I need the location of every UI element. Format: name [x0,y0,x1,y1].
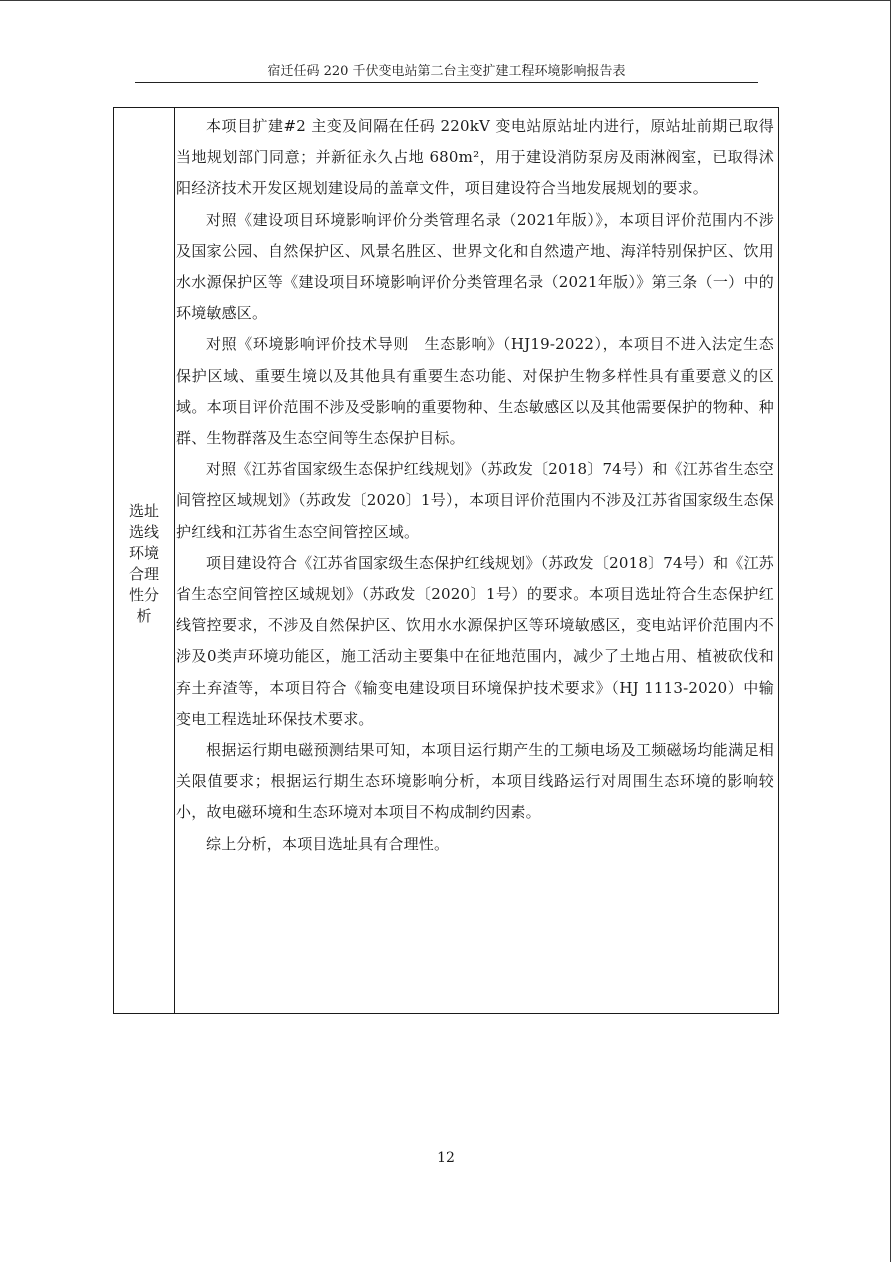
paragraph-compliance: 项目建设符合《江苏省国家级生态保护红线规划》（苏政发〔2018〕74号）和《江苏省生态空间管控区域规划》（苏政发〔2020〕1号）的要求。本项目选址符合生态保护红线管控要求，不涉及自然保护区、饮用水水源保护区等环境敏感区，变电站评价范围内不涉及0类声环境功能区，施工活动主要集中在征地范围内，减少了土地占用、植被砍伐和弃土弃渣等，本项目符合《输变电建设项目环境保护技术要求》（HJ 1113-2020）中输变电工程选址环保技术要求。 [176,553,774,728]
page-number: 12 [437,1150,455,1166]
paragraph-ecological-guideline: 对照《环境影响评价技术导则 生态影响》（HJ19-2022），本项目不进入法定生态保护区域、重要生境以及其他具有重要生态功能、对保护生物多样性具有重要意义的区域。本项目评价范围不涉及受影响的重要物种、生态敏感区以及其他需要保护的物种、种群、生物群落及生态空间等生态保护目标。 [176,335,774,448]
report-table [113,107,779,1014]
paragraph-classification-catalog: 对照《建设项目环境影响评价分类管理名录（2021年版）》，本项目评价范围内不涉及国家公园、自然保护区、风景名胜区、世界文化和自然遗产地、海洋特别保护区、饮用水水源保护区等《建设项目环境影响评价分类管理名录（2021年版）》第三条（一）中的环境敏感区。 [176,210,774,323]
section-content-cell [176,111,774,860]
header-divider [135,82,758,83]
page-top-border [0,0,890,1]
paragraph-electromagnetic-prediction: 根据运行期电磁预测结果可知，本项目运行期产生的工频电场及工频磁场均能满足相关限值要求；根据运行期生态环境影响分析，本项目线路运行对周围生态环境的影响较小，故电磁环境和生态环境对本项目不构成制约因素。 [176,741,774,822]
page-right-border [890,0,891,1262]
paragraph-conclusion: 综上分析，本项目选址具有合理性。 [206,834,450,853]
section-label: 选址选线环境合理性分析 [129,501,160,625]
document-header-title: 宿迁任码 220 千伏变电站第二台主变扩建工程环境影响报告表 [267,64,626,79]
section-label-cell [114,108,174,1013]
paragraph-site-planning: 本项目扩建#2 主变及间隔在任码 220kV 变电站原站址内进行，原站址前期已取得当地规划部门同意；并新征永久占地 680m²，用于建设消防泵房及雨淋阀室，已取得沭阳经济技术开发区规划建设局的盖章文件，项目建设符合当地发展规划的要求。 [176,117,774,198]
column-divider [174,108,175,1013]
paragraph-redline-planning: 对照《江苏省国家级生态保护红线规划》（苏政发〔2018〕74号）和《江苏省生态空间管控区域规划》（苏政发〔2020〕1号），本项目评价范围内不涉及江苏省国家级生态保护红线和江苏省生态空间管控区域。 [176,460,774,541]
